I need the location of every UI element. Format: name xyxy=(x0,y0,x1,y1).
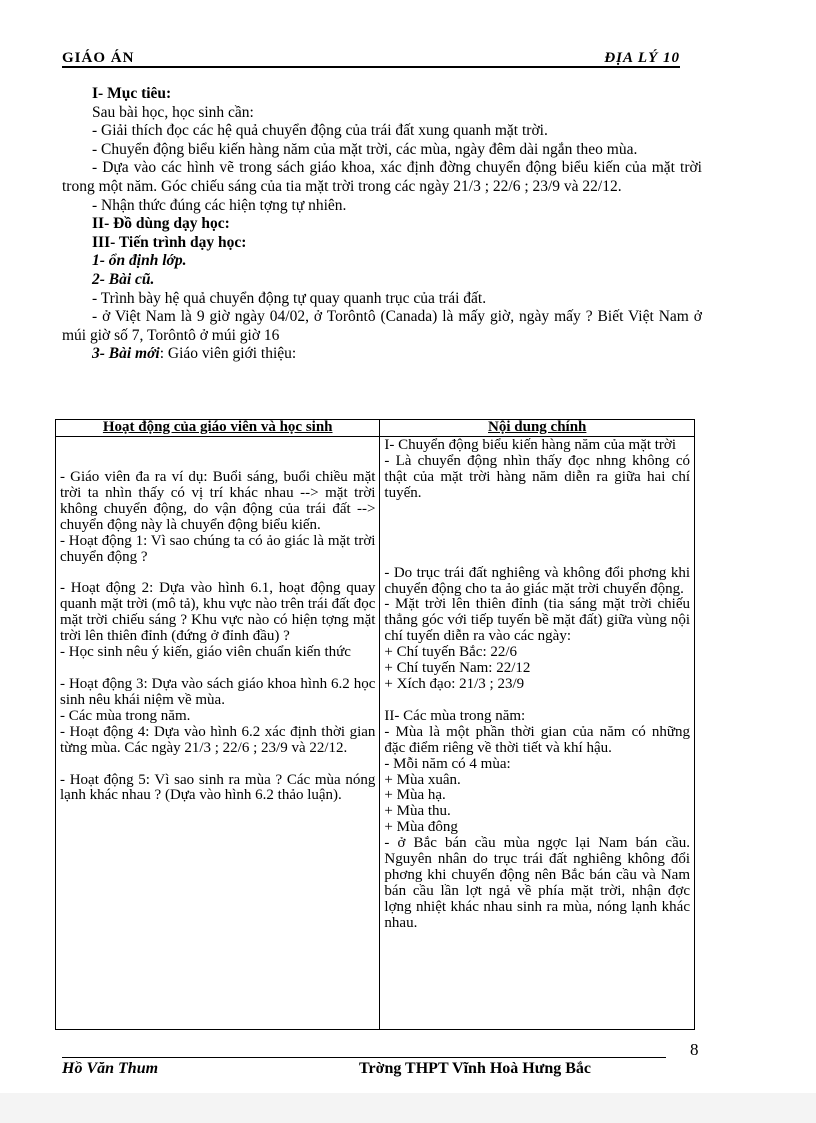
table-line xyxy=(60,661,375,677)
step-3-label: 3- Bài mới xyxy=(92,345,160,363)
header-left: GIÁO ÁN xyxy=(62,50,135,66)
header-right: ĐỊA LÝ 10 xyxy=(604,50,680,66)
table-line: - Hoạt động 3: Dựa vào sách giáo khoa hình 6.2 học sinh nêu khái niệm về mùa. xyxy=(60,675,376,708)
table-line xyxy=(384,518,690,534)
step-2-heading: 2- Bài cũ. xyxy=(92,270,155,288)
table-line xyxy=(60,438,375,454)
document-body xyxy=(62,85,702,364)
old-lesson-question: - Trình bày hệ quả chuyển động tự quay quanh trục của trái đất. xyxy=(92,289,487,307)
table-line: - Các mùa trong năm. xyxy=(60,707,191,724)
table-line: - Giáo viên đa ra ví dụ: Buổi sáng, buổi chiều mặt trời ta nhìn thấy có vị trí khác nhau --> mặt trời không chuyển động, do vận động của trái đất --> chuyển động này là chuyển động biểu kiến. xyxy=(60,469,376,533)
step-1-heading: 1- ổn định lớp. xyxy=(92,252,187,270)
footer-school: Trờng THPT Vĩnh Hoà Hưng Bắc xyxy=(359,1060,591,1077)
table-line: - Mùa là một phần thời gian của năm có những đặc điểm riêng về thời tiết và khí hậu. xyxy=(384,723,690,756)
page-number: 8 xyxy=(690,1040,699,1059)
table-line xyxy=(384,534,690,550)
objective-item: - Dựa vào các hình vẽ trong sách giáo khoa, xác định đờng chuyển động biểu kiến của mặt trời trong một năm. Góc chiếu sáng của tia mặt trời trong các ngày 21/3 ; 22/6 ; 23/9 và 22/12. xyxy=(62,159,702,195)
activities-cell xyxy=(56,437,380,1030)
table-line: - ở Bắc bán cầu mùa ngợc lại Nam bán cầu. Nguyên nhân do trục trái đất nghiêng không đổi phơng khi chuyển động nên Bắc bán cầu và Nam bán cầu lần lợt ngả về phía mặt trời, nhận đợc lợng nhiệt khác nhau sinh ra mùa, nóng lạnh khác nhau. xyxy=(384,835,690,931)
table-line: + Xích đạo: 21/3 ; 23/9 xyxy=(384,675,525,692)
table-line: - Học sinh nêu ý kiến, giáo viên chuẩn kiến thức xyxy=(60,644,351,661)
footer-rule xyxy=(62,1057,666,1058)
old-lesson-question: - ở Việt Nam là 9 giờ ngày 04/02, ở Torôntô (Canada) là mấy giờ, ngày mấy ? Biết Việt Nam ở múi giờ số 7, Torôntô ở múi giờ 16 xyxy=(62,308,702,344)
table-line xyxy=(60,565,375,581)
table-line xyxy=(60,757,375,773)
table-line: + Chí tuyến Nam: 22/12 xyxy=(384,660,531,677)
table-line xyxy=(384,693,690,709)
page-footer xyxy=(62,1060,666,1082)
viewer-bottom-bar xyxy=(0,1093,816,1123)
process-heading: III- Tiến trình dạy học: xyxy=(92,233,247,251)
step-3-line xyxy=(62,345,702,364)
table-line: - Mỗi năm có 4 mùa: xyxy=(384,755,511,772)
content-cell xyxy=(380,437,695,1030)
lesson-table xyxy=(55,419,695,1030)
table-line: - Hoạt động 5: Vì sao sinh ra mùa ? Các mùa nóng lạnh khác nhau ? (Dựa vào hình 6.2 thảo luận). xyxy=(60,771,376,804)
objectives-intro: Sau bài học, học sinh cần: xyxy=(92,103,254,121)
table-line xyxy=(384,550,690,566)
table-line: - Là chuyển động nhìn thấy đọc nhng không có thật của mặt trời hàng năm diễn ra giữa hai chí tuyến. xyxy=(384,452,690,501)
table-line: + Mùa xuân. xyxy=(384,771,461,788)
objective-item: - Giải thích đọc các hệ quả chuyển động của trái đất xung quanh mặt trời. xyxy=(92,122,548,140)
page-header xyxy=(62,48,680,68)
table-header-content: Nội dung chính xyxy=(380,420,695,437)
table-header-row xyxy=(56,420,695,437)
table-line: + Chí tuyến Bắc: 22/6 xyxy=(384,644,518,661)
table-header-activities: Hoạt động của giáo viên và học sinh xyxy=(56,420,380,437)
objective-item: - Nhận thức đúng các hiện tợng tự nhiên. xyxy=(92,196,347,214)
table-line: + Mùa thu. xyxy=(384,803,451,820)
table-line: + Mùa hạ. xyxy=(384,787,446,804)
table-line: - Mặt trời lên thiên đỉnh (tia sáng mặt trời chiếu thẳng góc với tiếp tuyến bề mặt đất) giữa vùng nội chí tuyến diễn ra vào các ngày: xyxy=(384,596,690,645)
table-line: + Mùa đông xyxy=(384,819,458,836)
step-3-text: : Giáo viên giới thiệu: xyxy=(159,345,297,363)
objectives-heading: I- Mục tiêu: xyxy=(92,85,172,102)
table-line: - Do trục trái đất nghiêng và không đổi phơng khi chuyển động cho ta ảo giác mặt trời chuyển động. xyxy=(384,564,690,597)
objective-item: - Chuyển động biểu kiến hàng năm của mặt trời, các mùa, ngày đêm dài ngắn theo mùa. xyxy=(92,140,638,158)
table-line: - Hoạt động 4: Dựa vào hình 6.2 xác định thời gian từng mùa. Các ngày 21/3 ; 22/6 ; 23/9 và 22/12. xyxy=(60,723,376,756)
table-line: II- Các mùa trong năm: xyxy=(384,707,526,724)
table-line xyxy=(60,454,375,470)
table-line xyxy=(384,502,690,518)
table-line: - Hoạt động 2: Dựa vào hình 6.1, hoạt động quay quanh mặt trời (mô tả), khu vực nào trên trái đất đọc mặt trời chiếu sáng ? Khu vực nào có hiện tợng mặt trời lên thiên đỉnh (đứng ở đỉnh đầu) ? xyxy=(60,580,376,645)
table-line: I- Chuyển động biểu kiến hàng năm của mặt trời xyxy=(384,437,677,453)
table-line: - Hoạt động 1: Vì sao chúng ta có ảo giác là mặt trời chuyển động ? xyxy=(60,532,376,565)
materials-heading: II- Đồ dùng dạy học: xyxy=(92,215,230,233)
table-row xyxy=(56,437,695,1030)
footer-author: Hồ Văn Thum xyxy=(62,1060,159,1077)
